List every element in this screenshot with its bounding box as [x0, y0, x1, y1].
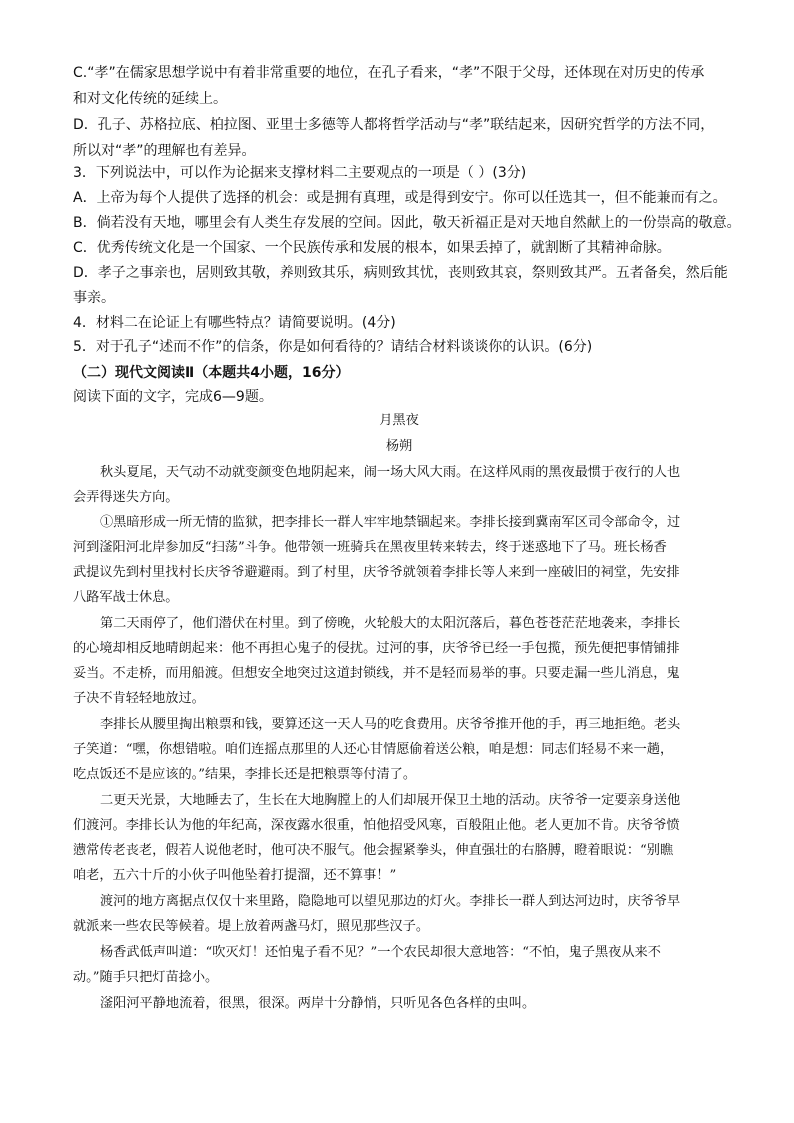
- question-3-option-d-line2: 事亲。: [73, 290, 115, 306]
- story-line: 武提议先到村里找村长庆爷爷避避雨。到了村里，庆爷爷就领着李排长等人来到一座破旧的祠堂，先安排: [73, 565, 680, 580]
- story-line: 会弄得迷失方向。: [73, 490, 179, 505]
- question-3-stem: 3．下列说法中，可以作为论据来支撑材料二主要观点的一项是（ ）(3分): [73, 165, 527, 181]
- story-line: 子决不肯轻轻地放过。: [73, 691, 205, 706]
- question-3: [73, 162, 741, 312]
- story-line: 吃点饭还不是应该的。”结果，李排长还是把粮票等付清了。: [73, 767, 417, 782]
- story-line: 二更天光景，大地睡去了，生长在大地胸膛上的人们却展开保卫土地的活动。庆爷爷一定要亲身送他: [100, 793, 681, 808]
- story-line: 渡河的地方离据点仅仅十来里路，隐隐地可以望见那边的灯火。李排长一群人到达河边时，庆爷爷早: [100, 894, 681, 909]
- question-3-option-d-line1: D．孝子之事亲也，居则致其敬，养则致其乐，病则致其忧，丧则致其哀，祭则致其严。五者备矣，然后能: [73, 265, 728, 281]
- question-3-option-b: B．倘若没有天地，哪里会有人类生存发展的空间。因此，敬天祈福正是对天地自然献上的一份崇高的敬意。: [73, 215, 741, 231]
- story-line: 八路军战士休息。: [73, 590, 179, 605]
- question-4: 4．材料二在论证上有哪些特点？请简要说明。(4分): [73, 315, 396, 331]
- story-line: 的心境却相反地晴朗起来：他不再担心鬼子的侵扰。过河的事，庆爷爷已经一手包揽，预先便把事情铺排: [73, 641, 680, 656]
- option-c-line1: C.“孝”在儒家思想学说中有着非常重要的地位，在孔子看来，“孝”不限于父母，还体现在对历史的传承: [73, 65, 705, 81]
- story-line: 懑常传老丧老，假若人说他老时，他可决不服气。他会握紧拳头，伸直强壮的右胳膊，瞪着眼说：“别瞧: [73, 843, 674, 858]
- story-line: 妥当。不走桥，而用船渡。但想安全地突过这道封锁线，并不是轻而易举的事。只要走漏一些儿消息，鬼: [73, 666, 680, 681]
- story-line: 第二天雨停了，他们潜伏在村里。到了傍晚，火轮般大的太阳沉落后，暮色苍苍茫茫地袭来，李排长: [100, 616, 681, 631]
- question-3-option-c: C．优秀传统文化是一个国家、一个民族传承和发展的根本，如果丢掉了，就割断了其精神命脉。: [73, 240, 671, 256]
- story-line: 子笑道：“嘿，你想错啦。咱们连摇点那里的人还心甘情愿偷着送公粮，咱是想：同志们轻易不来一趟，: [73, 742, 674, 757]
- question-3-option-a: A．上帝为每个人提供了选择的机会：或是拥有真理，或是得到安宁。你可以任选其一，但不能兼而有之。: [73, 190, 727, 206]
- story: [73, 412, 725, 1022]
- option-c-line2: 和对文化传统的延续上。: [73, 91, 227, 107]
- option-d-line2: 所以对“孝”的理解也有差异。: [73, 143, 256, 159]
- question-5: 5．对于孔子“述而不作”的信条，你是如何看待的？请结合材料谈谈你的认识。(6分): [73, 339, 593, 355]
- story-line: ①黑暗形成一所无情的监狱，把李排长一群人牢牢地禁锢起来。李排长接到冀南军区司令部命令，过: [100, 515, 681, 530]
- story-line: 河到滏阳河北岸参加反“扫荡”斗争。他带领一班骑兵在黑夜里转来转去，终于迷惑地下了马。班长杨香: [73, 540, 667, 555]
- story-line: 就派来一些农民等候着。堤上放着两盏马灯，照见那些汉子。: [73, 919, 430, 934]
- story-line: 动。”随手只把灯苗捻小。: [73, 970, 219, 985]
- section-instruction: 阅读下面的文字，完成6—9题。: [73, 389, 273, 405]
- story-title: 月黑夜: [379, 413, 419, 428]
- story-line: 滏阳河平静地流着，很黑，很深。两岸十分静悄，只听见各色各样的虫叫。: [100, 996, 536, 1011]
- questions-4-5: [73, 314, 725, 364]
- section-heading: （二）现代文阅读Ⅱ（本题共4小题，16分）: [73, 365, 350, 381]
- story-line: 秋头夏尾，天气动不动就变颜变色地阴起来，闹一场大风大雨。在这样风雨的黑夜最惯于夜行的人也: [100, 465, 681, 480]
- question-options-upper: [73, 60, 725, 120]
- story-line: 李排长从腰里掏出粮票和钱，要算还这一天人马的吃食费用。庆爷爷推开他的手，再三地拒绝。老头: [100, 717, 681, 732]
- story-line: 们渡河。李排长认为他的年纪高，深夜露水很重，怕他招受风寒，百般阻止他。老人更加不肯。庆爷爷愤: [73, 818, 680, 833]
- section-header: [73, 362, 725, 412]
- option-d-line1: D．孔子、苏格拉底、柏拉图、亚里士多德等人都将哲学活动与“孝”联结起来，因研究哲学的方法不同，: [73, 117, 715, 133]
- story-line: 咱老，五六十斤的小伙子叫他坠着打提溜，还不算事！”: [73, 868, 397, 883]
- story-line: 杨香武低声叫道：“吹灭灯！还怕鬼子看不见？”一个农民却很大意地答：“不怕，鬼子黑夜从来不: [100, 945, 661, 960]
- story-author: 杨朔: [385, 439, 413, 454]
